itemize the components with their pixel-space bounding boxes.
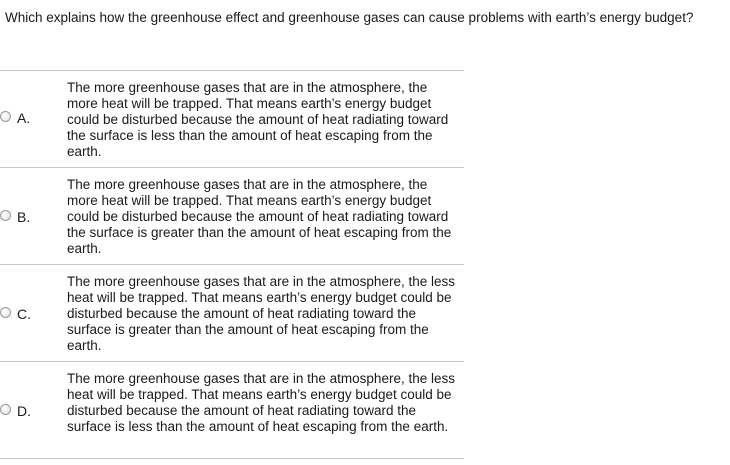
radio-button-b[interactable]: [0, 210, 11, 221]
option-a[interactable]: [0, 71, 464, 168]
option-a-text: The more greenhouse gases that are in the atmosphere, the more heat will be trapped. That means earth’s energy budget could be disturbed because the amount of heat radiating toward the surface is less than the amount of heat escaping from the earth.: [67, 80, 449, 159]
option-b[interactable]: [0, 168, 464, 265]
radio-button-c[interactable]: [0, 307, 11, 318]
option-c[interactable]: [0, 265, 464, 362]
option-c-text: The more greenhouse gases that are in the atmosphere, the less heat will be trapped. That means earth’s energy budget could be disturbed because the amount of heat radiating toward the surface is greater than the amount of heat escaping from the earth.: [67, 274, 455, 353]
question-text: Which explains how the greenhouse effect and greenhouse gases can cause problems with earth’s energy budget?: [5, 10, 694, 25]
radio-button-d[interactable]: [0, 404, 11, 415]
option-b-letter: B.: [17, 209, 31, 225]
radio-button-a[interactable]: [0, 111, 11, 122]
option-b-text: The more greenhouse gases that are in the atmosphere, the more heat will be trapped. That means earth’s energy budget could be disturbed because the amount of heat radiating toward the surface is greater than the amount of heat escaping from the earth.: [67, 177, 452, 256]
option-c-letter: C.: [17, 306, 31, 322]
answer-options: [0, 70, 464, 459]
option-d-text: The more greenhouse gases that are in the atmosphere, the less heat will be trapped. That means earth’s energy budget could be disturbed because the amount of heat radiating toward the surface is less than the amount of heat escaping from the earth.: [67, 371, 455, 434]
option-d[interactable]: [0, 362, 464, 459]
option-d-letter: D.: [17, 403, 31, 419]
option-a-letter: A.: [17, 110, 31, 126]
